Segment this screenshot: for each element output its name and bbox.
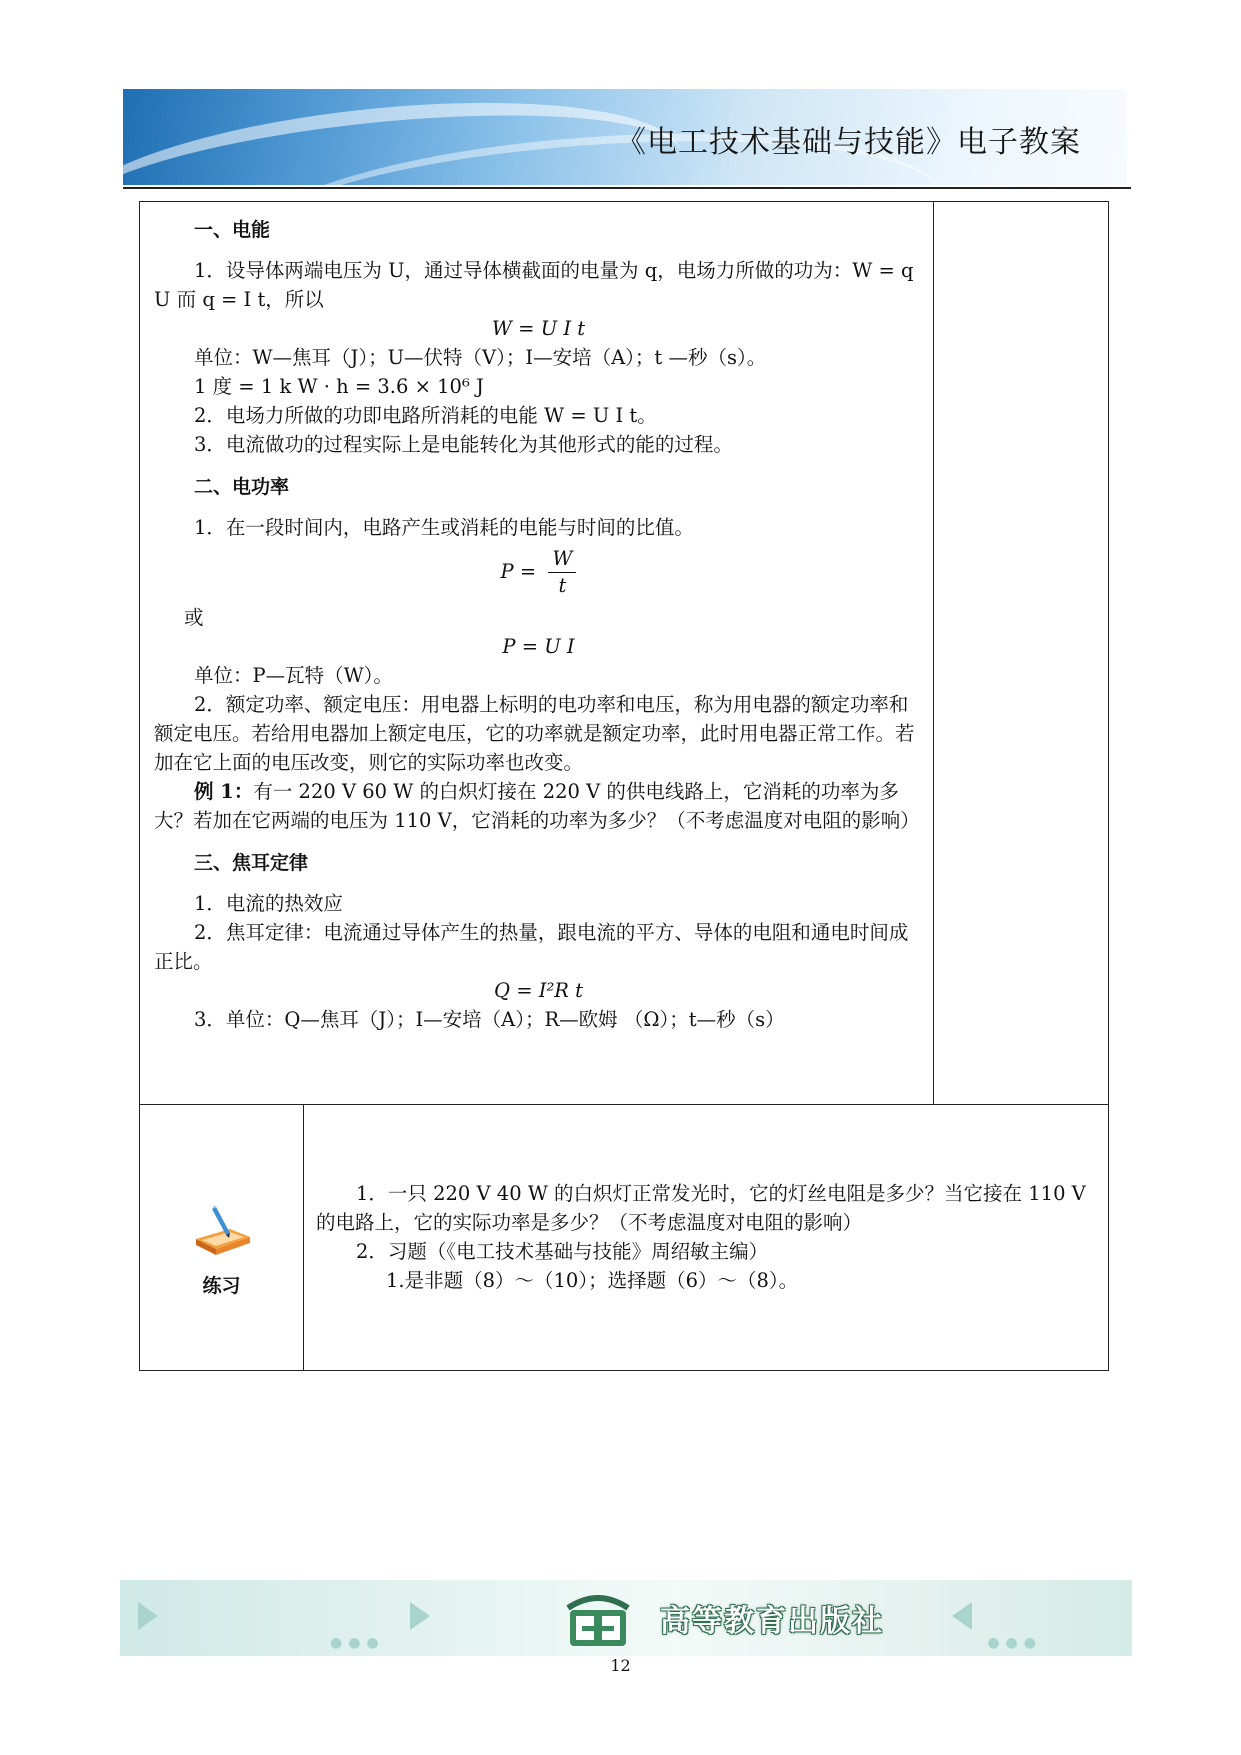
energy-formula: W = U I t [491, 317, 586, 340]
power-formula-lhs: P = [500, 560, 537, 583]
lesson-table [139, 201, 1109, 1371]
joule-paragraph-1: 1．电流的热效应 [194, 892, 343, 915]
power-fraction [548, 546, 576, 599]
joule-paragraph-2: 2．焦耳定律：电流通过导体产生的热量，跟电流的平方、导体的电阻和通电时间成正比。 [154, 921, 909, 973]
joule-formula: Q = I²R t [494, 979, 583, 1002]
power-example [154, 777, 923, 835]
exercise-question-3: 1.是非题（8）～（10）；选择题（6）～（8）。 [386, 1269, 799, 1292]
header-divider [123, 187, 1131, 189]
power-paragraph-1: 1．在一段时间内，电路产生或消耗的电能与时间的比值。 [194, 516, 694, 539]
power-units: 单位：P—瓦特（W）。 [194, 664, 393, 687]
publisher-logo-icon [560, 1588, 636, 1650]
exercise-label: 练习 [202, 1275, 241, 1297]
exercise-content-cell [304, 1105, 1109, 1371]
energy-conversion: 1 度 = 1 k W · h = 3.6 × 10⁶ J [194, 375, 484, 398]
power-or-text: 或 [184, 606, 204, 629]
energy-paragraph-1: 1．设导体两端电压为 U，通过导体横截面的电量为 q，电场力所做的功为：W = q U 而 q = I t，所以 [154, 259, 914, 311]
header-banner [123, 89, 1127, 185]
section-heading-energy: 一、电能 [194, 219, 271, 241]
power-formula-2: P = U I [502, 635, 575, 658]
energy-units: 单位：W—焦耳（J）；U—伏特（V）；I—安培（A）；t —秒（s）。 [194, 346, 767, 369]
power-formula-fraction [154, 546, 923, 599]
power-fraction-numerator: W [548, 546, 576, 573]
power-paragraph-2: 2．额定功率、额定电压：用电器上标明的电功率和电压，称为用电器的额定功率和额定电压。若给用电器加上额定电压，它的功率就是额定功率，此时用电器正常工作。若加在它上面的电压改变，则它的实际功率也改变。 [154, 693, 915, 774]
page-number: 12 [610, 1656, 631, 1675]
energy-paragraph-3: 3．电流做功的过程实际上是电能转化为其他形式的能的过程。 [194, 433, 733, 456]
book-pen-icon [190, 1205, 254, 1261]
example-text: 有一 220 V 60 W 的白炽灯接在 220 V 的供电线路上，它消耗的功率为多大？若加在它两端的电压为 110 V，它消耗的功率为多少？（不考虑温度对电阻的影响） [154, 780, 920, 832]
example-label: 例 1： [194, 780, 254, 803]
power-fraction-denominator: t [558, 574, 567, 597]
lesson-content-cell [140, 202, 934, 1105]
exercise-question-2: 2．习题（《电工技术基础与技能》周绍敏主编） [356, 1240, 769, 1263]
exercise-label-cell [140, 1105, 304, 1371]
header-title: 《电工技术基础与技能》电子教案 [616, 125, 1081, 160]
publisher-name: 高等教育出版社 [660, 1604, 884, 1639]
exercise-question-1: 1．一只 220 V 40 W 的白炽灯正常发光时，它的灯丝电阻是多少？当它接在 110 V 的电路上，它的实际功率是多少？（不考虑温度对电阻的影响） [316, 1182, 1086, 1234]
energy-paragraph-2: 2．电场力所做的功即电路所消耗的电能 W = U I t。 [194, 404, 657, 427]
joule-units: 3．单位：Q—焦耳（J）；I—安培（A）；R—欧姆 （Ω）；t—秒（s） [194, 1008, 785, 1031]
notes-column-cell [934, 202, 1109, 1105]
section-heading-power: 二、电功率 [194, 476, 290, 498]
footer-banner: ●●● ●●● 高等教育出版社 [120, 1580, 1132, 1656]
section-heading-joule: 三、焦耳定律 [194, 852, 309, 874]
